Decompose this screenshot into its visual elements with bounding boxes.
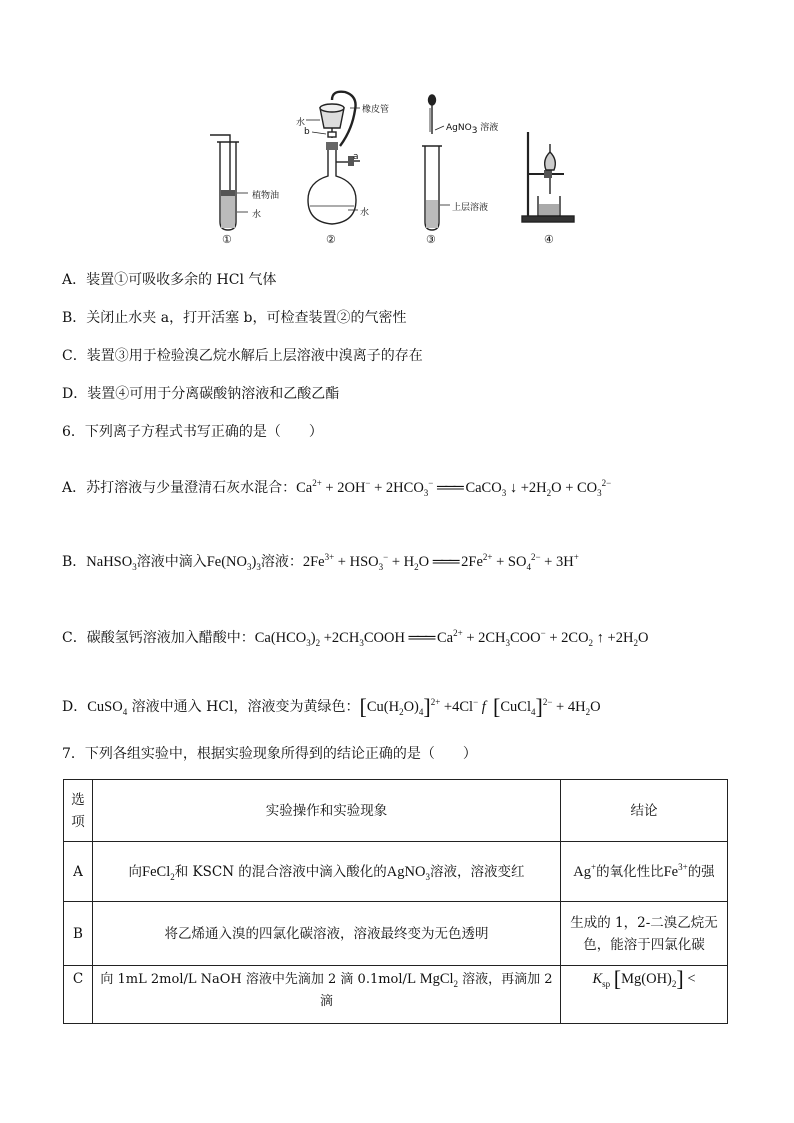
- header-option: 选 项: [64, 780, 93, 842]
- figure-number-2: ②: [326, 233, 336, 246]
- table-row: [64, 902, 728, 966]
- q5-option-b: B．关闭止水夹 a，打开活塞 b，可检查装置②的气密性: [62, 310, 407, 326]
- q6-option-b: B．NaHSO$_3$溶液中滴入$Fe(NO_3)_3$溶液：$2Fe^{3+} + HSO_3^- + H_2O$ ═══ $2Fe^{2+} + SO_4^{2-} + 3H^+$: [62, 552, 579, 572]
- figure-number-3: ③: [426, 233, 436, 246]
- q5-option-c: C．装置③用于检验溴乙烷水解后上层溶液中溴离子的存在: [62, 348, 423, 364]
- apparatus-drawing: [200, 90, 600, 250]
- label-b: b: [304, 127, 310, 137]
- row-b-operation: 将乙烯通入溴的四氯化碳溶液，溶液最终变为无色透明: [93, 902, 561, 966]
- q6-d-equation: $[Cu(H_2O)_4]^{2+} +4Cl^-$ f [CuCl$_4$]$^{2-}$ + $4H_2O$: [359, 694, 601, 719]
- row-c-label: C: [64, 966, 93, 1024]
- q6-option-c: C．碳酸氢钙溶液加入醋酸中：$Ca(HCO_3)_2$ $+2CH_3COOH$ ═══ $Ca^{2+} + 2CH_3COO^- + 2CO_2$ ↑ $+2H_2O$: [62, 628, 649, 648]
- apparatus-2-flask: [306, 92, 360, 224]
- row-a-label: A: [64, 842, 93, 902]
- q5-option-a: A．装置①可吸收多余的 HCl 气体: [62, 272, 277, 288]
- table-header-row: [64, 780, 728, 842]
- q6-b-equation: $2Fe^{3+} + HSO_3^- + H_2O$ ═══ $2Fe^{2+} + SO_4^{2-} + 3H^+$: [302, 552, 579, 572]
- label-vegetable-oil: 植物油: [252, 191, 280, 201]
- apparatus-figure: [200, 90, 600, 250]
- row-a-conclusion: Ag+的氧化性比$Fe^{3+}$的强: [561, 842, 728, 902]
- table-row: [64, 966, 728, 1024]
- q6-stem: 6．下列离子方程式书写正确的是（ ）: [62, 424, 323, 440]
- q6-option-d: D．CuSO$_4$ 溶液中通入 HCl，溶液变为黄绿色：$[Cu(H_2O)_4]^{2+} +4Cl^-$ f [CuCl$_4$]$^{2-}$ + $4H_2O$: [62, 694, 601, 719]
- row-b-conclusion: 生成的 1，2-二溴乙烷无 色，能溶于四氯化碳: [561, 902, 728, 966]
- label-agno3: AgNO$_3$ 溶液: [446, 123, 499, 136]
- apparatus-3-tube: [422, 95, 450, 230]
- q7-stem: 7．下列各组实验中，根据实验现象所得到的结论正确的是（ ）: [62, 746, 477, 762]
- q6-c-equation: $Ca(HCO_3)_2$ $+2CH_3COOH$ ═══ $Ca^{2+} + 2CH_3COO^- + 2CO_2$ ↑ $+2H_2O$: [254, 628, 649, 648]
- q5-option-d: D．装置④可用于分离碳酸钠溶液和乙酸乙酯: [62, 386, 340, 402]
- label-water-1: 水: [252, 210, 262, 220]
- apparatus-4-stand: [522, 132, 574, 222]
- label-water-2: 水: [296, 118, 306, 128]
- row-b-label: B: [64, 902, 93, 966]
- q6-a-equation: $Ca^{2+} + 2OH^- + 2HCO_3^-$ ═══ CaCO$_3$ ↓ $+2H_2O + CO_3^{2-}$: [296, 478, 612, 498]
- figure-number-1: ①: [222, 233, 232, 246]
- row-c-conclusion: $K_{sp}$ $[Mg(OH)_2]$ <: [561, 966, 728, 1024]
- table-row: [64, 842, 728, 902]
- row-c-operation: 向 1mL 2mol/L NaOH 溶液中先滴加 2 滴 0.1mol/L MgCl$_2$ 溶液，再滴加 2 滴: [93, 966, 561, 1024]
- label-water-flask: 水: [360, 208, 370, 218]
- q6-option-a: A．苏打溶液与少量澄清石灰水混合：$Ca^{2+} + 2OH^- + 2HCO_3^-$ ═══ CaCO$_3$ ↓ $+2H_2O + CO_3^{2-}$: [62, 478, 612, 498]
- header-conclusion: 结论: [561, 780, 728, 842]
- row-a-operation: 向FeCl$_2$和 KSCN 的混合溶液中滴入酸化的AgNO$_3$溶液，溶液变红: [93, 842, 561, 902]
- figure-number-4: ④: [544, 233, 554, 246]
- label-rubber-tube: 橡皮管: [362, 105, 390, 115]
- q7-table: [63, 779, 728, 1024]
- header-operation: 实验操作和实验现象: [93, 780, 561, 842]
- label-a: a: [353, 152, 359, 162]
- label-upper-solution: 上层溶液: [452, 203, 489, 213]
- apparatus-1-tube: [210, 135, 248, 230]
